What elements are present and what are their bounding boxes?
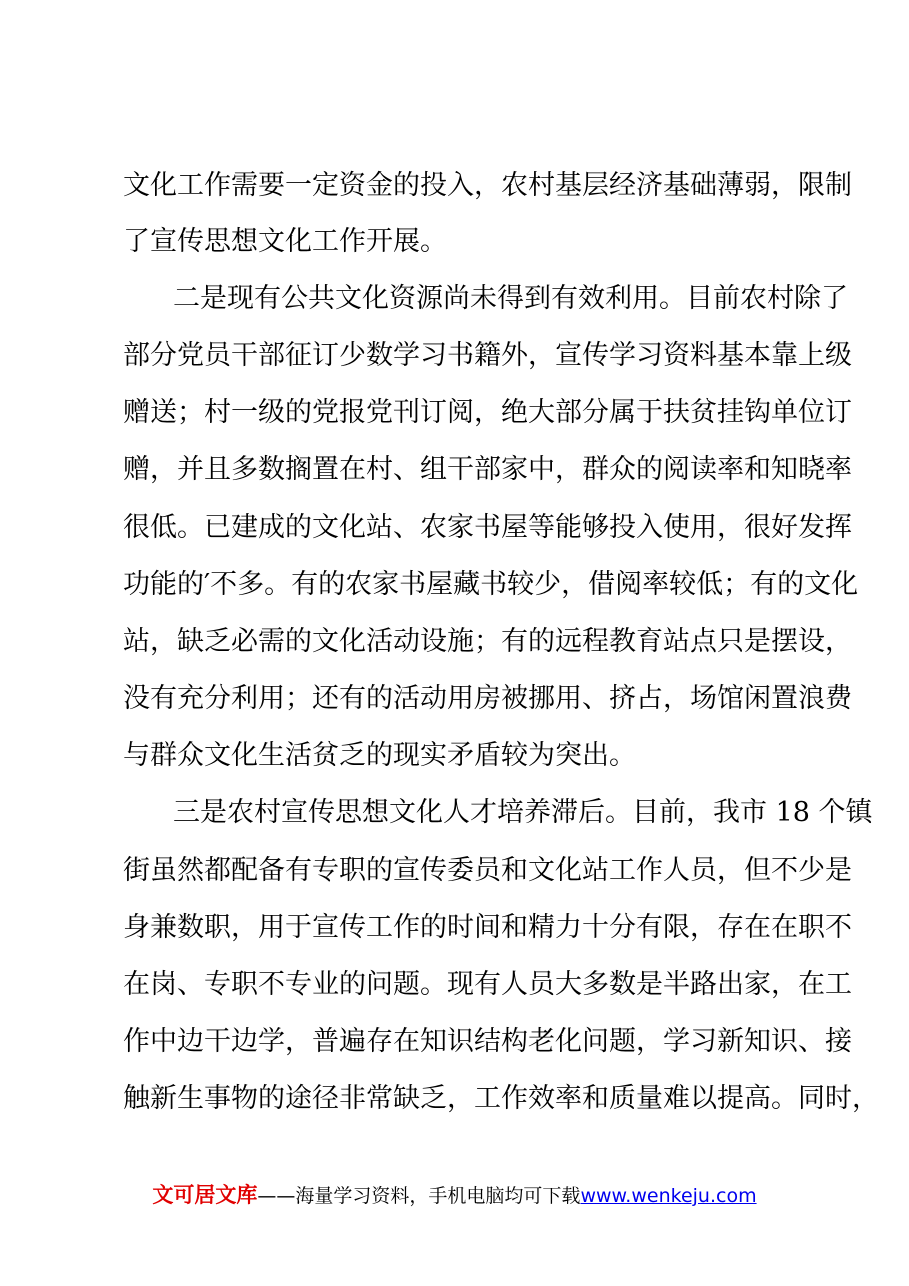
document-text-line: 身兼数职，用于宣传工作的时间和精力十分有限，存在在职不: [123, 912, 852, 943]
document-text-line: 街虽然都配备有专职的宣传委员和文化站工作人员，但不少是: [123, 855, 852, 886]
footer-site-link[interactable]: www.wenkeju.com: [580, 1185, 757, 1207]
document-text-line: 触新生事物的途径非常缺乏，工作效率和质量难以提高。同时，: [123, 1083, 879, 1114]
footer-tagline: ——海量学习资料，手机电脑均可下载: [257, 1185, 581, 1207]
document-text-line: 与群众文化生活贫乏的现实矛盾较为突出。: [123, 740, 636, 771]
document-text-line: 了宣传思想文化工作开展。: [123, 226, 447, 257]
document-text-line: 三是农村宣传思想文化人才培养滞后。目前，我市 18 个镇: [173, 797, 873, 828]
document-text-line: 功能的′不多。有的农家书屋藏书较少，借阅率较低；有的文化: [123, 569, 859, 600]
document-text-line: 部分党员干部征订少数学习书籍外，宣传学习资料基本靠上级: [123, 340, 852, 371]
document-text-line: 二是现有公共文化资源尚未得到有效利用。目前农村除了: [173, 283, 848, 314]
document-text-line: 站，缺乏必需的文化活动设施；有的远程教育站点只是摆设，: [123, 626, 852, 657]
document-text-line: 赠送；村一级的党报党刊订阅，绝大部分属于扶贫挂钩单位订: [123, 397, 852, 428]
footer-brand: 文可居文库: [152, 1183, 258, 1207]
document-text-line: 很低。已建成的文化站、农家书屋等能够投入使用，很好发挥: [123, 512, 852, 543]
document-text-line: 没有充分利用；还有的活动用房被挪用、挤占，场馆闲置浪费: [123, 683, 852, 714]
document-text-line: 在岗、专职不专业的问题。现有人员大多数是半路出家，在工: [123, 969, 852, 1000]
document-text-line: 赠，并且多数搁置在村、组干部家中，群众的阅读率和知晓率: [123, 454, 852, 485]
document-text-line: 文化工作需要一定资金的投入，农村基层经济基础薄弱，限制: [123, 170, 852, 201]
footer-banner: [0, 1183, 909, 1208]
document-text-line: 作中边干边学，普遍存在知识结构老化问题，学习新知识、接: [123, 1026, 852, 1057]
